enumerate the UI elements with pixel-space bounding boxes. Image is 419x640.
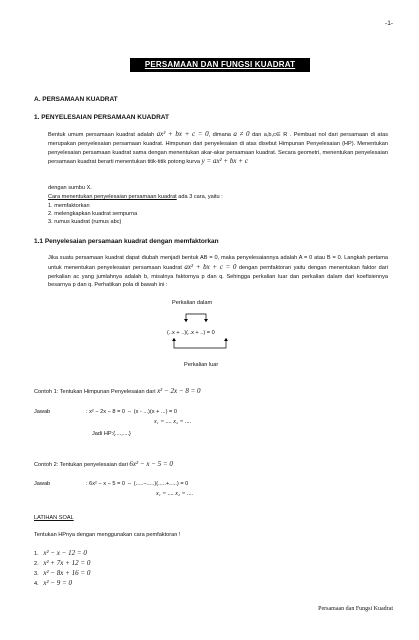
inner-product-label: Perkalian dalam (172, 300, 213, 306)
way-item: 1. memfaktorkan (48, 203, 90, 209)
intro-axis: dengan sumbu X. (48, 185, 92, 191)
example-1-roots: x₁ = .... x₂ = .... (154, 419, 192, 425)
exercise-instruction: Tentukan HPnya dengan menggunakan cara pemfaktoran ! (34, 532, 181, 538)
example-2-question: Contoh 2: Tentukan penyelesaian dari 6x² − x − 5 = 0 (34, 460, 173, 468)
factoring-diagram (150, 300, 260, 375)
example-1-hp: Jadi HP:{....,....} (92, 431, 131, 437)
exercise-item: 2. x² + 7x + 12 = 0 (34, 559, 91, 567)
outer-product-label: Perkalian luar (184, 362, 219, 368)
exercise-title: LATIHAN SOAL (34, 515, 74, 521)
factor-paragraph: Jika suatu persamaan kuadrat dapat diubah menjadi bentuk AB = 0, maka penyelesaiannya adalah A = 0 atau B = 0. Langkah pertama untuk menentukan penyelesaian persamaan kuadrat ax² + bx + c = 0 dengan pemfaktoran yaitu dengan menentukan faktor dari perkalian ac yang jumlahnya adalah b, misalnya faktornya p dan q. Sehingga perkalian luar dan perkalian dalam dari koefisiennya besarnya p dan q. Perhatikan pola di bawah ini : (48, 255, 388, 289)
example-2-step: : 6x² − x − 5 = 0 ⇔ (.....−.....)(.....+.....) = 0 (86, 481, 189, 487)
example-1-jawab: Jawab (34, 409, 51, 415)
page-footer: Persamaan dan Fungsi Kuadrat (318, 606, 393, 612)
example-2-roots: x₁ = .... x₂ = .... (156, 491, 194, 497)
section-1-heading: 1. PENYELESAIAN PERSAMAAN KUADRAT (34, 114, 169, 121)
way-item: 2. melengkapkan kuadrat sempurna (48, 211, 138, 217)
exercise-item: 3. x² − 8x + 16 = 0 (34, 569, 91, 577)
way-item: 3. rumus kuadrat (rumus abc) (48, 219, 122, 225)
example-2-jawab: Jawab (34, 481, 51, 487)
ways-intro: Cara menentukan penyelesaian persamaan kuadrat ada 3 cara, yaitu : (48, 194, 223, 200)
intro-paragraph: Bentuk umum persamaan kuadrat adalah ax² + bx + c = 0, dimana a ≠ 0 dan a,b,c∈ R . Pembuat nol dari persamaan di atas merupakan penyelesaian persamaan kuadrat. Himpunan dari penyelesaian di atas disebut Himpunan Penyelesaian (HP). Menentukan penyelesaian persamaan kuadrat sama dengan menentukan akar-akar persamaan kuadrat. Secara geometri, menentukan penyelesaian persamaan kuadrat berarti menentukan titik-titik potong kurva y = ax² + bx + c (48, 130, 389, 166)
section-1-1-heading: 1.1 Penyelesaian persamaan kuadrat dengan memfaktorkan (34, 238, 219, 245)
section-a-heading: A. PERSAMAAN KUADRAT (34, 96, 118, 103)
example-1-step: : x² − 2x − 8 = 0 ⇔ (x - ...)(x + ...) = 0 (86, 409, 177, 415)
page-title: PERSAMAAN DAN FUNGSI KUADRAT (130, 58, 310, 72)
page-number: -1- (385, 20, 393, 27)
exercise-item: 1. x² − x − 12 = 0 (34, 549, 87, 557)
diagram-expression: (..x + ..)(..x + ..) = 0 (167, 330, 215, 336)
exercise-item: 4. x² − 9 = 0 (34, 579, 72, 587)
example-1-question: Contoh 1: Tentukan Himpunan Penyelesaian dari x² − 2x − 8 = 0 (34, 387, 201, 395)
